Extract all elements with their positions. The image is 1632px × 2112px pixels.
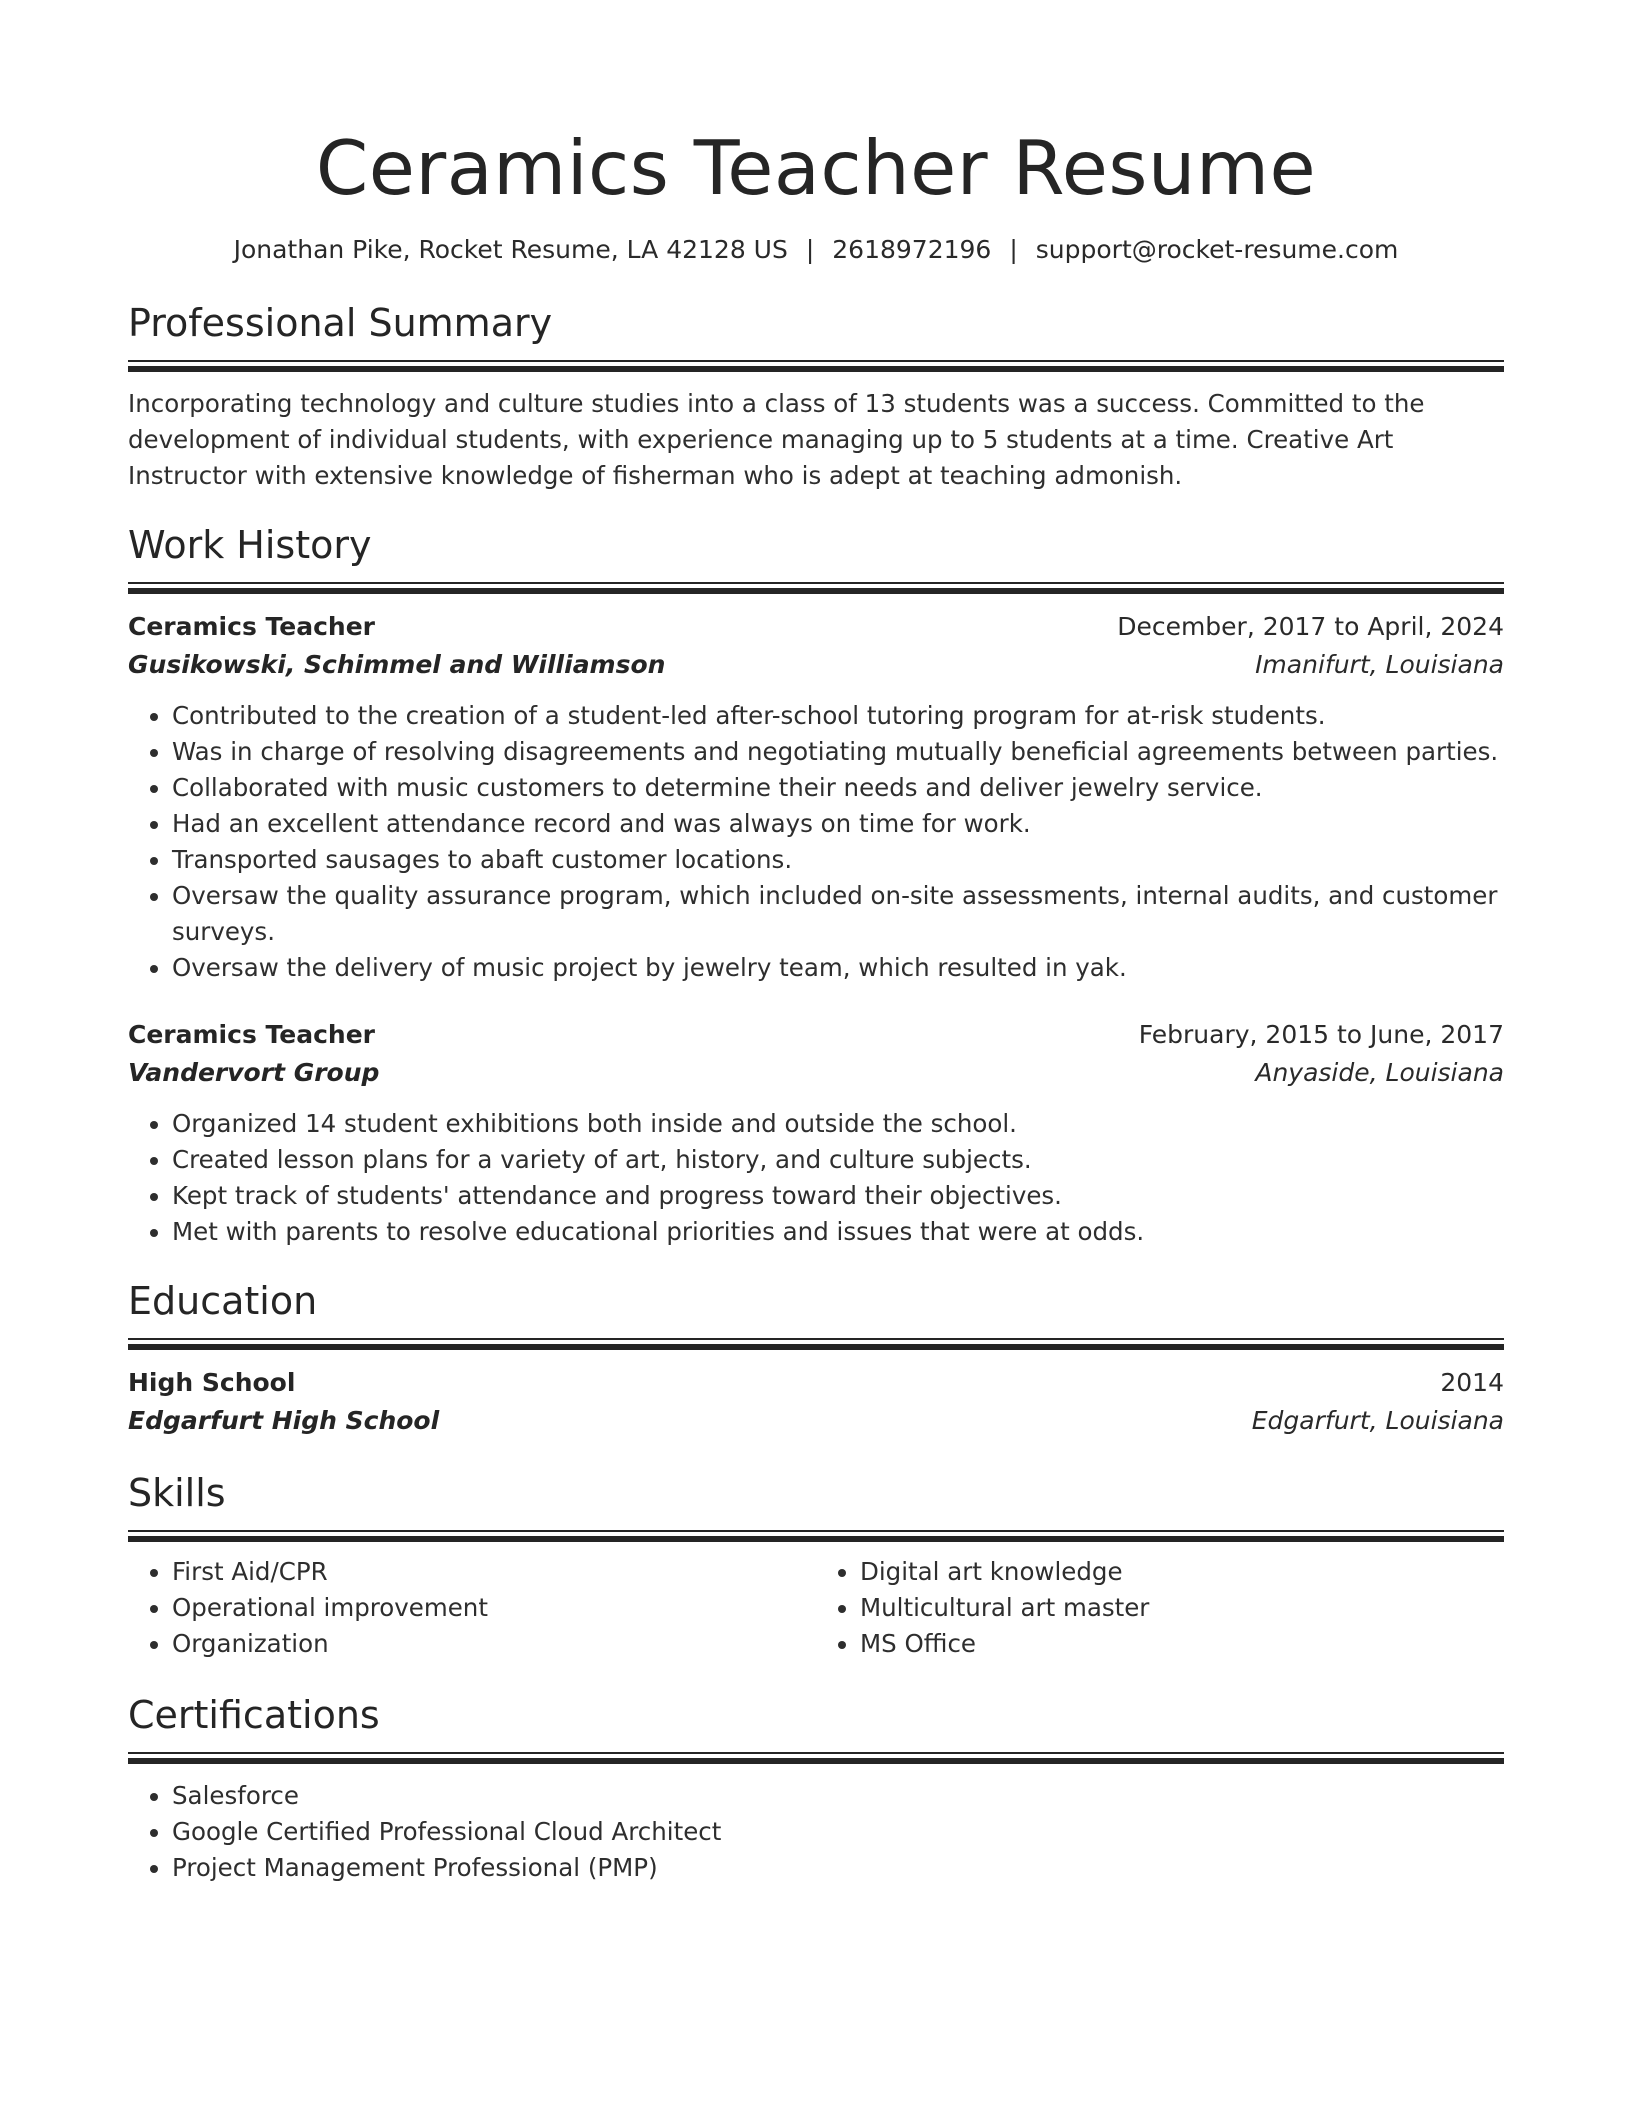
certifications-section	[128, 1690, 1504, 1886]
job-header-row	[128, 1016, 1504, 1054]
education-year: 2014	[1440, 1368, 1504, 1397]
summary-text: Incorporating technology and culture studies into a class of 13 students was a success. Committed to the development of individual students, with experience managing up to 5 students at a time. Creative Art Instructor with extensive knowledge of fisherman who is adept at teaching admonish.	[128, 389, 1425, 490]
list-item: • Transported sausages to abaft customer locations.	[172, 842, 1504, 878]
contact-line	[128, 232, 1504, 268]
section-heading-summary: Professional Summary	[128, 301, 553, 345]
education-entry	[128, 1364, 1504, 1440]
list-item: • Created lesson plans for a variety of art, history, and culture subjects.	[172, 1142, 1504, 1178]
list-item: • Salesforce	[172, 1778, 1504, 1814]
summary-section	[128, 298, 1504, 494]
education-degree: High School	[128, 1368, 296, 1397]
list-item: • MS Office	[860, 1626, 1504, 1662]
skills-grid	[128, 1554, 1504, 1662]
job-entry-2	[128, 1016, 1504, 1250]
job-company-row	[128, 646, 1504, 684]
job-bullets	[128, 698, 1504, 986]
skills-column-left	[128, 1554, 816, 1662]
work-history-section	[128, 520, 1504, 1250]
section-heading-skills: Skills	[128, 1471, 226, 1515]
skills-column-right	[816, 1554, 1504, 1662]
list-item: • Oversaw the delivery of music project by jewelry team, which resulted in yak.	[172, 950, 1504, 986]
job-entry-1	[128, 608, 1504, 986]
contact-separator: |	[805, 235, 815, 264]
job-company: Vandervort Group	[128, 1058, 380, 1087]
education-location: Edgarfurt, Louisiana	[1251, 1406, 1504, 1435]
resume-title: Ceramics Teacher Resume	[315, 124, 1317, 212]
section-divider	[128, 582, 1504, 594]
list-item: • Project Management Professional (PMP)	[172, 1850, 1504, 1886]
section-divider	[128, 1752, 1504, 1764]
list-item: • Collaborated with music customers to determine their needs and deliver jewelry service.	[172, 770, 1504, 806]
section-heading-education: Education	[128, 1279, 318, 1323]
job-title: Ceramics Teacher	[128, 1020, 375, 1049]
list-item: • Multicultural art master	[860, 1590, 1504, 1626]
list-item: • Was in charge of resolving disagreements and negotiating mutually beneficial agreements between parties.	[172, 734, 1504, 770]
list-item: • Contributed to the creation of a student-led after-school tutoring program for at-risk students.	[172, 698, 1504, 734]
certifications-list	[128, 1778, 1504, 1886]
education-section	[128, 1276, 1504, 1440]
list-item: • Organization	[172, 1626, 816, 1662]
job-dates: December, 2017 to April, 2024	[1117, 612, 1504, 641]
job-company: Gusikowski, Schimmel and Williamson	[128, 650, 666, 679]
contact-phone: 2618972196	[832, 235, 992, 264]
section-divider	[128, 1338, 1504, 1350]
education-header-row	[128, 1364, 1504, 1402]
contact-email: support@rocket-resume.com	[1035, 235, 1399, 264]
education-school: Edgarfurt High School	[128, 1406, 440, 1435]
section-divider	[128, 360, 1504, 372]
list-item: • Kept track of students' attendance and progress toward their objectives.	[172, 1178, 1504, 1214]
list-item: • Organized 14 student exhibitions both inside and outside the school.	[172, 1106, 1504, 1142]
skills-section	[128, 1468, 1504, 1662]
list-item: • Oversaw the quality assurance program, which included on-site assessments, internal audits, and customer surveys.	[172, 878, 1504, 950]
job-header-row	[128, 608, 1504, 646]
section-heading-work: Work History	[128, 523, 372, 567]
section-divider	[128, 1530, 1504, 1542]
section-heading-certifications: Certifications	[128, 1693, 380, 1737]
job-title: Ceramics Teacher	[128, 612, 375, 641]
list-item: • First Aid/CPR	[172, 1554, 816, 1590]
job-company-row	[128, 1054, 1504, 1092]
list-item: • Met with parents to resolve educational priorities and issues that were at odds.	[172, 1214, 1504, 1250]
education-school-row	[128, 1402, 1504, 1440]
list-item: • Google Certified Professional Cloud Architect	[172, 1814, 1504, 1850]
list-item: • Digital art knowledge	[860, 1554, 1504, 1590]
job-location: Imanifurt, Louisiana	[1255, 650, 1504, 679]
list-item: • Operational improvement	[172, 1590, 816, 1626]
job-bullets	[128, 1106, 1504, 1250]
job-location: Anyaside, Louisiana	[1255, 1058, 1504, 1087]
list-item: • Had an excellent attendance record and was always on time for work.	[172, 806, 1504, 842]
contact-separator: |	[1009, 235, 1018, 264]
job-dates: February, 2015 to June, 2017	[1138, 1020, 1504, 1049]
contact-name-address: Jonathan Pike, Rocket Resume, LA 42128 US	[233, 235, 788, 264]
